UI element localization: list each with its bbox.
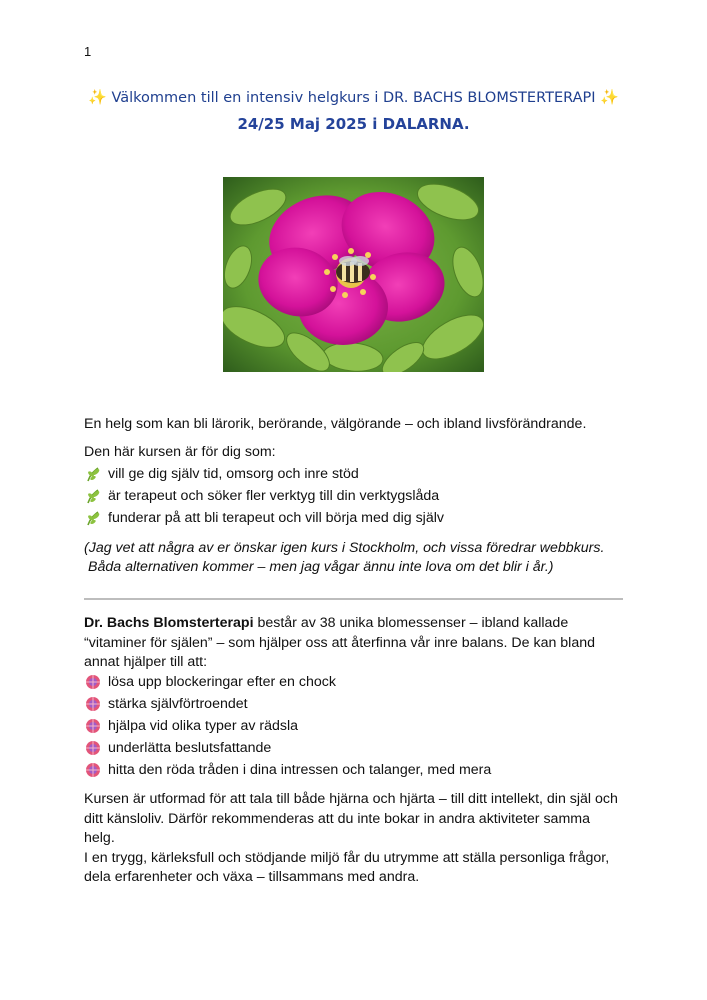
list-item-text: hjälpa vid olika typer av rädsla [108, 718, 299, 734]
list-item-text: underlätta beslutsfattande [108, 740, 272, 756]
list-item [84, 715, 629, 737]
closing-line: Kursen är utformad för att tala till både hjärna och hjärta – till ditt intellekt, din själ och [84, 791, 618, 807]
list-item [84, 507, 629, 529]
flower-icon [84, 761, 102, 779]
list-item-text: stärka självförtroendet [108, 696, 248, 712]
closing-line: dela erfarenheter och växa – tillsammans med andra. [84, 869, 420, 885]
closing-line: I en trygg, kärleksfull och stödjande miljö får du utrymme att ställa personliga frågor, [84, 849, 610, 866]
sparkles-icon: ✨ [600, 88, 619, 106]
closing-line: ditt känsloliv. Därför rekommenderas att du inte bokar in andra aktiviteter samma [84, 810, 590, 827]
about-bold-title: Dr. Bachs Blomsterterapi [84, 615, 254, 631]
flower-icon [84, 695, 102, 713]
section-divider [84, 598, 623, 600]
flower-icon [84, 739, 102, 757]
list-item [84, 671, 629, 693]
herb-icon [84, 487, 102, 505]
list-item-text: hitta den röda tråden i dina intressen och talanger, med mera [108, 762, 492, 778]
for-whom-heading: Den här kursen är för dig som: [84, 444, 276, 460]
rose-photo [223, 177, 484, 372]
course-title [0, 88, 707, 106]
page-number: 1 [84, 44, 92, 59]
rose-with-bee-image [223, 177, 484, 372]
list-item [84, 737, 629, 759]
list-item [84, 693, 629, 715]
list-item-text: lösa upp blockeringar efter en chock [108, 674, 336, 690]
closing-line: helg. [84, 830, 115, 846]
intro-lead: En helg som kan bli lärorik, berörande, välgörande – och ibland livsförändrande. [84, 416, 587, 432]
herb-icon [84, 509, 102, 527]
benefits-list [84, 671, 629, 781]
audience-list [84, 463, 629, 529]
note-line: Båda alternativen kommer – men jag vågar ännu inte lova om det blir i år.) [88, 559, 554, 575]
sparkles-icon: ✨ [88, 88, 107, 106]
herb-icon [84, 465, 102, 483]
list-item-text: vill ge dig själv tid, omsorg och inre stöd [108, 466, 359, 482]
list-item [84, 463, 629, 485]
flower-icon [84, 717, 102, 735]
list-item [84, 485, 629, 507]
about-line: “vitaminer för själen” – som hjälper oss att återfinna vår inre balans. De kan bland [84, 634, 595, 651]
about-paragraph [84, 614, 629, 673]
note-line: (Jag vet att några av er önskar igen kurs i Stockholm, och vissa föredrar webbkurs. [84, 540, 605, 556]
list-item [84, 759, 629, 781]
course-date-location: 24/25 Maj 2025 i DALARNA. [237, 115, 470, 133]
about-line: består av 38 unika blomessenser – ibland kallade [253, 615, 569, 631]
flower-icon [84, 673, 102, 691]
list-item-text: funderar på att bli terapeut och vill börja med dig själv [108, 510, 444, 526]
list-item-text: är terapeut och söker fler verktyg till din verktygslåda [108, 488, 440, 504]
about-line: annat hjälper till att: [84, 654, 208, 670]
closing-paragraph [84, 790, 629, 888]
course-title-text: Välkommen till en intensiv helgkurs i DR. BACHS BLOMSTERTERAPI [111, 90, 596, 106]
